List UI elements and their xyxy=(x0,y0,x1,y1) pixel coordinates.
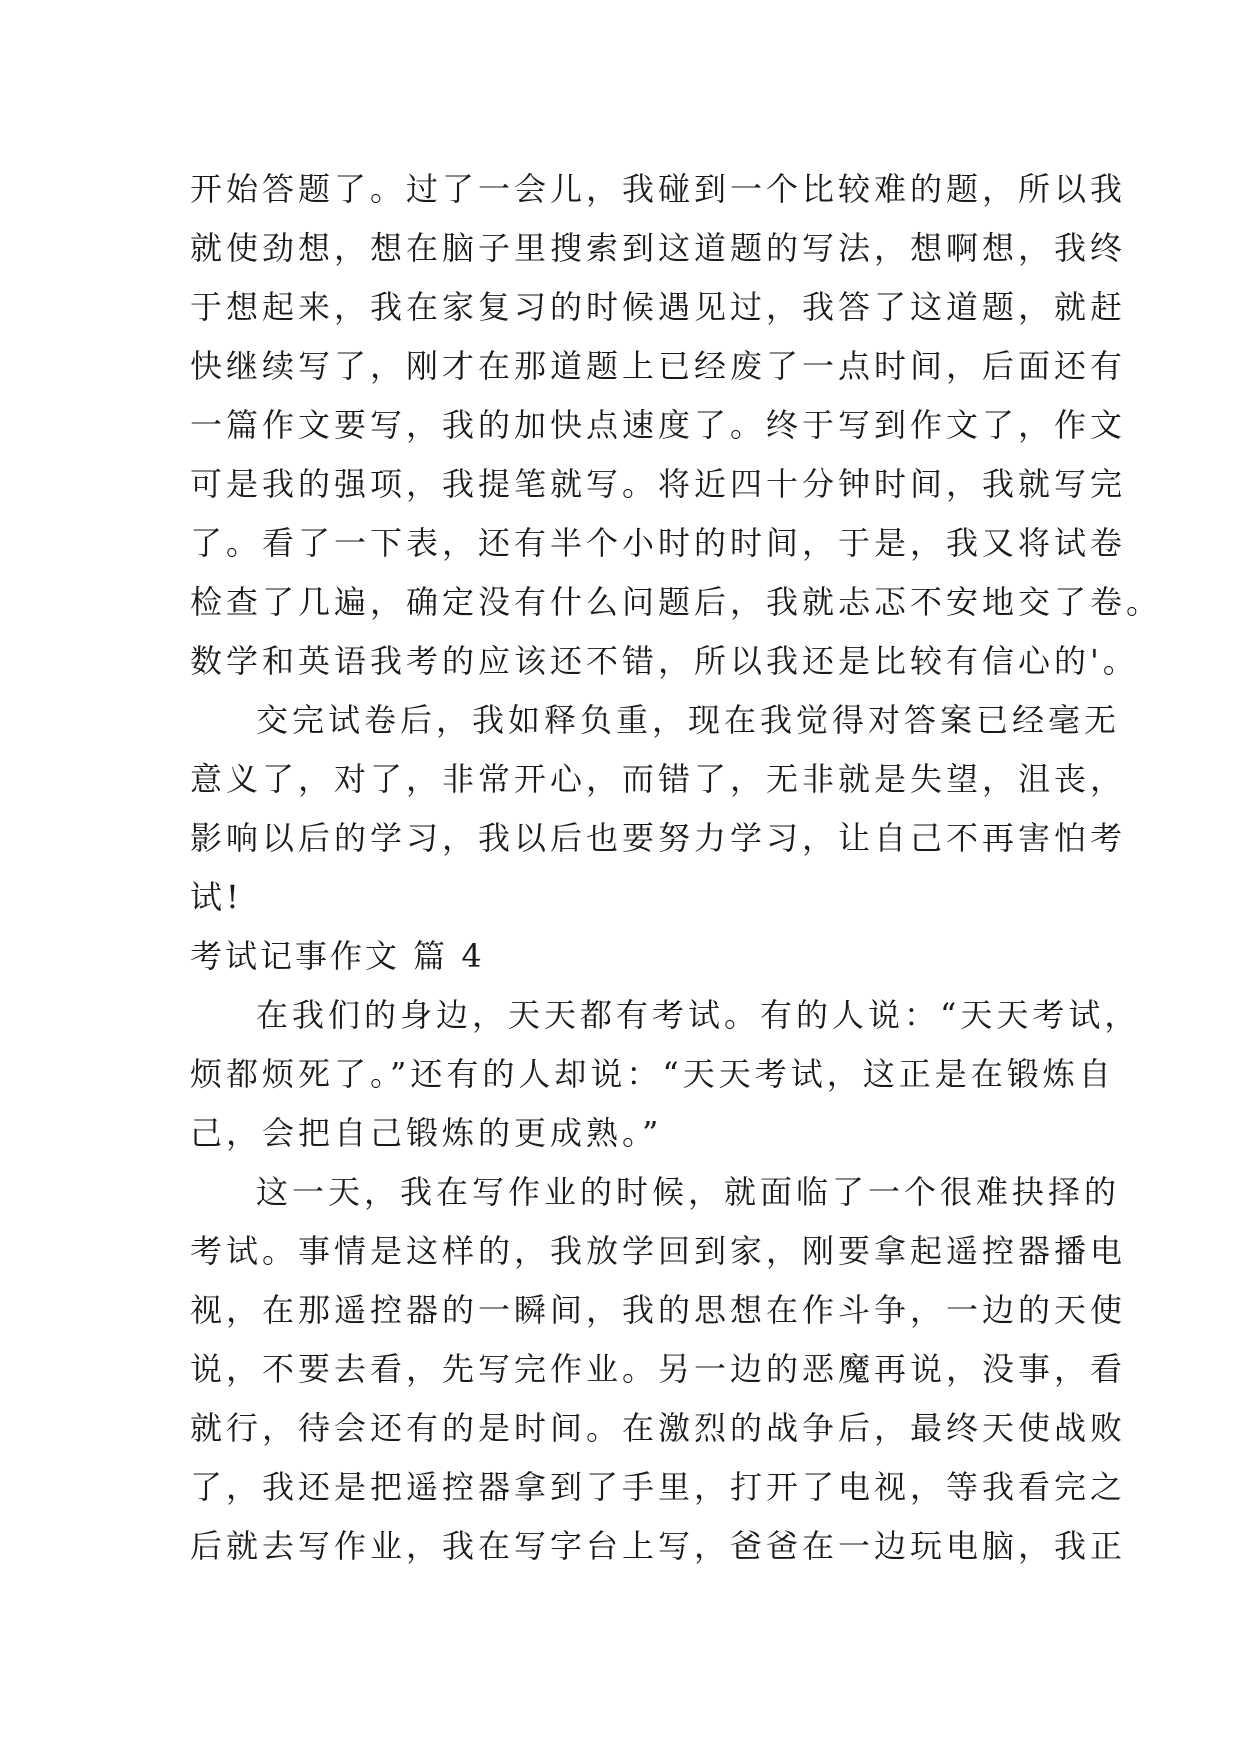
text-line: 可是我的强项，我提笔就写。将近四十分钟时间，我就写完 xyxy=(190,465,1127,503)
text-line: 考试。事情是这样的，我放学回到家，刚要拿起遥控器播电 xyxy=(190,1232,1127,1270)
text-line: 影响以后的学习，我以后也要努力学习，让自己不再害怕考 xyxy=(190,819,1127,857)
text-line: 数学和英语我考的应该还不错，所以我还是比较有信心的'。 xyxy=(190,642,1139,680)
text-line: 交完试卷后，我如释负重，现在我觉得对答案已经毫无 xyxy=(256,701,1121,739)
text-line: 这一天，我在写作业的时候，就面临了一个很难抉择的 xyxy=(256,1173,1121,1211)
text-line: 说，不要去看，先写完作业。另一边的恶魔再说，没事，看 xyxy=(190,1350,1127,1388)
text-line: 了，我还是把遥控器拿到了手里，打开了电视，等我看完之 xyxy=(190,1468,1127,1506)
text-line: 一篇作文要写，我的加快点速度了。终于写到作文了，作文 xyxy=(190,406,1127,444)
text-line: 就使劲想，想在脑子里搜索到这道题的写法，想啊想，我终 xyxy=(190,229,1127,267)
text-line: 快继续写了，刚才在那道题上已经废了一点时间，后面还有 xyxy=(190,347,1127,385)
text-line: 开始答题了。过了一会儿，我碰到一个比较难的题，所以我 xyxy=(190,170,1127,208)
text-line: 就行，待会还有的是时间。在激烈的战争后，最终天使战败 xyxy=(190,1409,1127,1447)
section-heading: 考试记事作文 篇 4 xyxy=(190,937,485,975)
document-body xyxy=(190,160,1163,1576)
text-line: 视，在那遥控器的一瞬间，我的思想在作斗争，一边的天使 xyxy=(190,1291,1127,1329)
text-line: 检查了几遍，确定没有什么问题后，我就忐忑不安地交了卷。 xyxy=(190,583,1163,621)
text-line: 烦都烦死了。”还有的人却说：“天天考试，这正是在锻炼自 xyxy=(190,1055,1115,1093)
text-line: 在我们的身边，天天都有考试。有的人说：“天天考试， xyxy=(256,996,1141,1034)
text-line: 于想起来，我在家复习的时候遇见过，我答了这道题，就赶 xyxy=(190,288,1127,326)
text-line: 己，会把自己锻炼的更成熟。” xyxy=(190,1114,663,1152)
text-line: 后就去写作业，我在写字台上写，爸爸在一边玩电脑，我正 xyxy=(190,1527,1127,1565)
text-line: 意义了，对了，非常开心，而错了，无非就是失望，沮丧， xyxy=(190,760,1127,798)
text-line: 了。看了一下表，还有半个小时的时间，于是，我又将试卷 xyxy=(190,524,1127,562)
text-line: 试! xyxy=(190,878,243,916)
